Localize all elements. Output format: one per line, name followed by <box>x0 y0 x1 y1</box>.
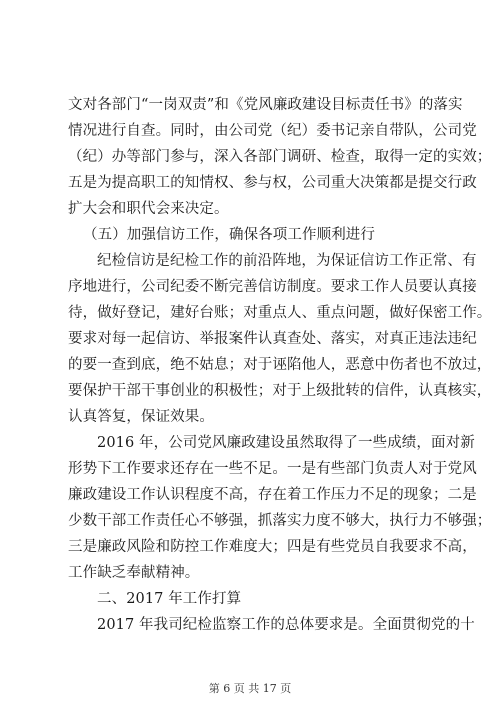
text-line: 扩大会和职代会来决定。 <box>68 201 229 217</box>
text-line: 少数干部工作责任心不够强，抓落实力度不够大，执行力不够强； <box>68 513 492 529</box>
text-line: 认真答复，保证效果。 <box>68 409 214 425</box>
heading-line: 二、2017 年工作打算 <box>97 591 242 607</box>
paragraph <box>68 92 492 222</box>
text-line: 的要一查到底，绝不姑息；对于诬陷他人，恶意中伤者也不放过， <box>68 357 492 373</box>
section-heading <box>68 222 438 248</box>
heading-line: （五）加强信访工作，确保各项工作顺利进行 <box>83 227 375 243</box>
text-line: 情况进行自查。同时，由公司党（纪）委书记亲自带队，公司党 <box>68 123 477 139</box>
text-line: 序地进行，公司纪委不断完善信访制度。要求工作人员要认真接 <box>68 279 477 295</box>
document-body <box>68 92 492 638</box>
paragraph <box>68 612 475 638</box>
text-line: 纪检信访是纪检工作的前沿阵地，为保证信访工作正常、有 <box>97 253 477 269</box>
text-line: 文对各部门“一岗双责”和《党风廉政建设目标责任书》的落实 <box>68 97 463 113</box>
text-line: 廉政建设工作认识程度不高，存在着工作压力不足的现象；二是 <box>68 487 477 503</box>
text-line: 五是为提高职工的知情权、参与权，公司重大决策都是提交行政 <box>68 175 477 191</box>
text-line: 2016 年，公司党风廉政建设虽然取得了一些成绩，面对新 <box>97 435 475 451</box>
paragraph <box>68 248 492 430</box>
paragraph <box>68 430 492 586</box>
text-line: 2017 年我司纪检监察工作的总体要求是。全面贯彻党的十 <box>97 617 475 633</box>
text-line: 待，做好登记，建好台账；对重点人、重点问题，做好保密工作。 <box>68 305 492 321</box>
text-line: 三是廉政风险和防控工作难度大；四是有些党员自我要求不高， <box>68 539 477 555</box>
text-line: 要求对每一起信访、举报案件认真查处、落实，对真正违法违纪 <box>68 331 477 347</box>
text-line: 要保护干部干事创业的积极性；对于上级批转的信件，认真核实， <box>68 383 492 399</box>
section-heading <box>68 586 438 612</box>
page-footer: 第 6 页 共 17 页 <box>208 682 292 695</box>
text-line: 形势下工作要求还存在一些不足。一是有些部门负责人对于党风 <box>68 461 477 477</box>
text-line: （纪）办等部门参与，深入各部门调研、检查，取得一定的实效； <box>68 149 492 165</box>
text-line: 工作缺乏奉献精神。 <box>68 565 200 581</box>
